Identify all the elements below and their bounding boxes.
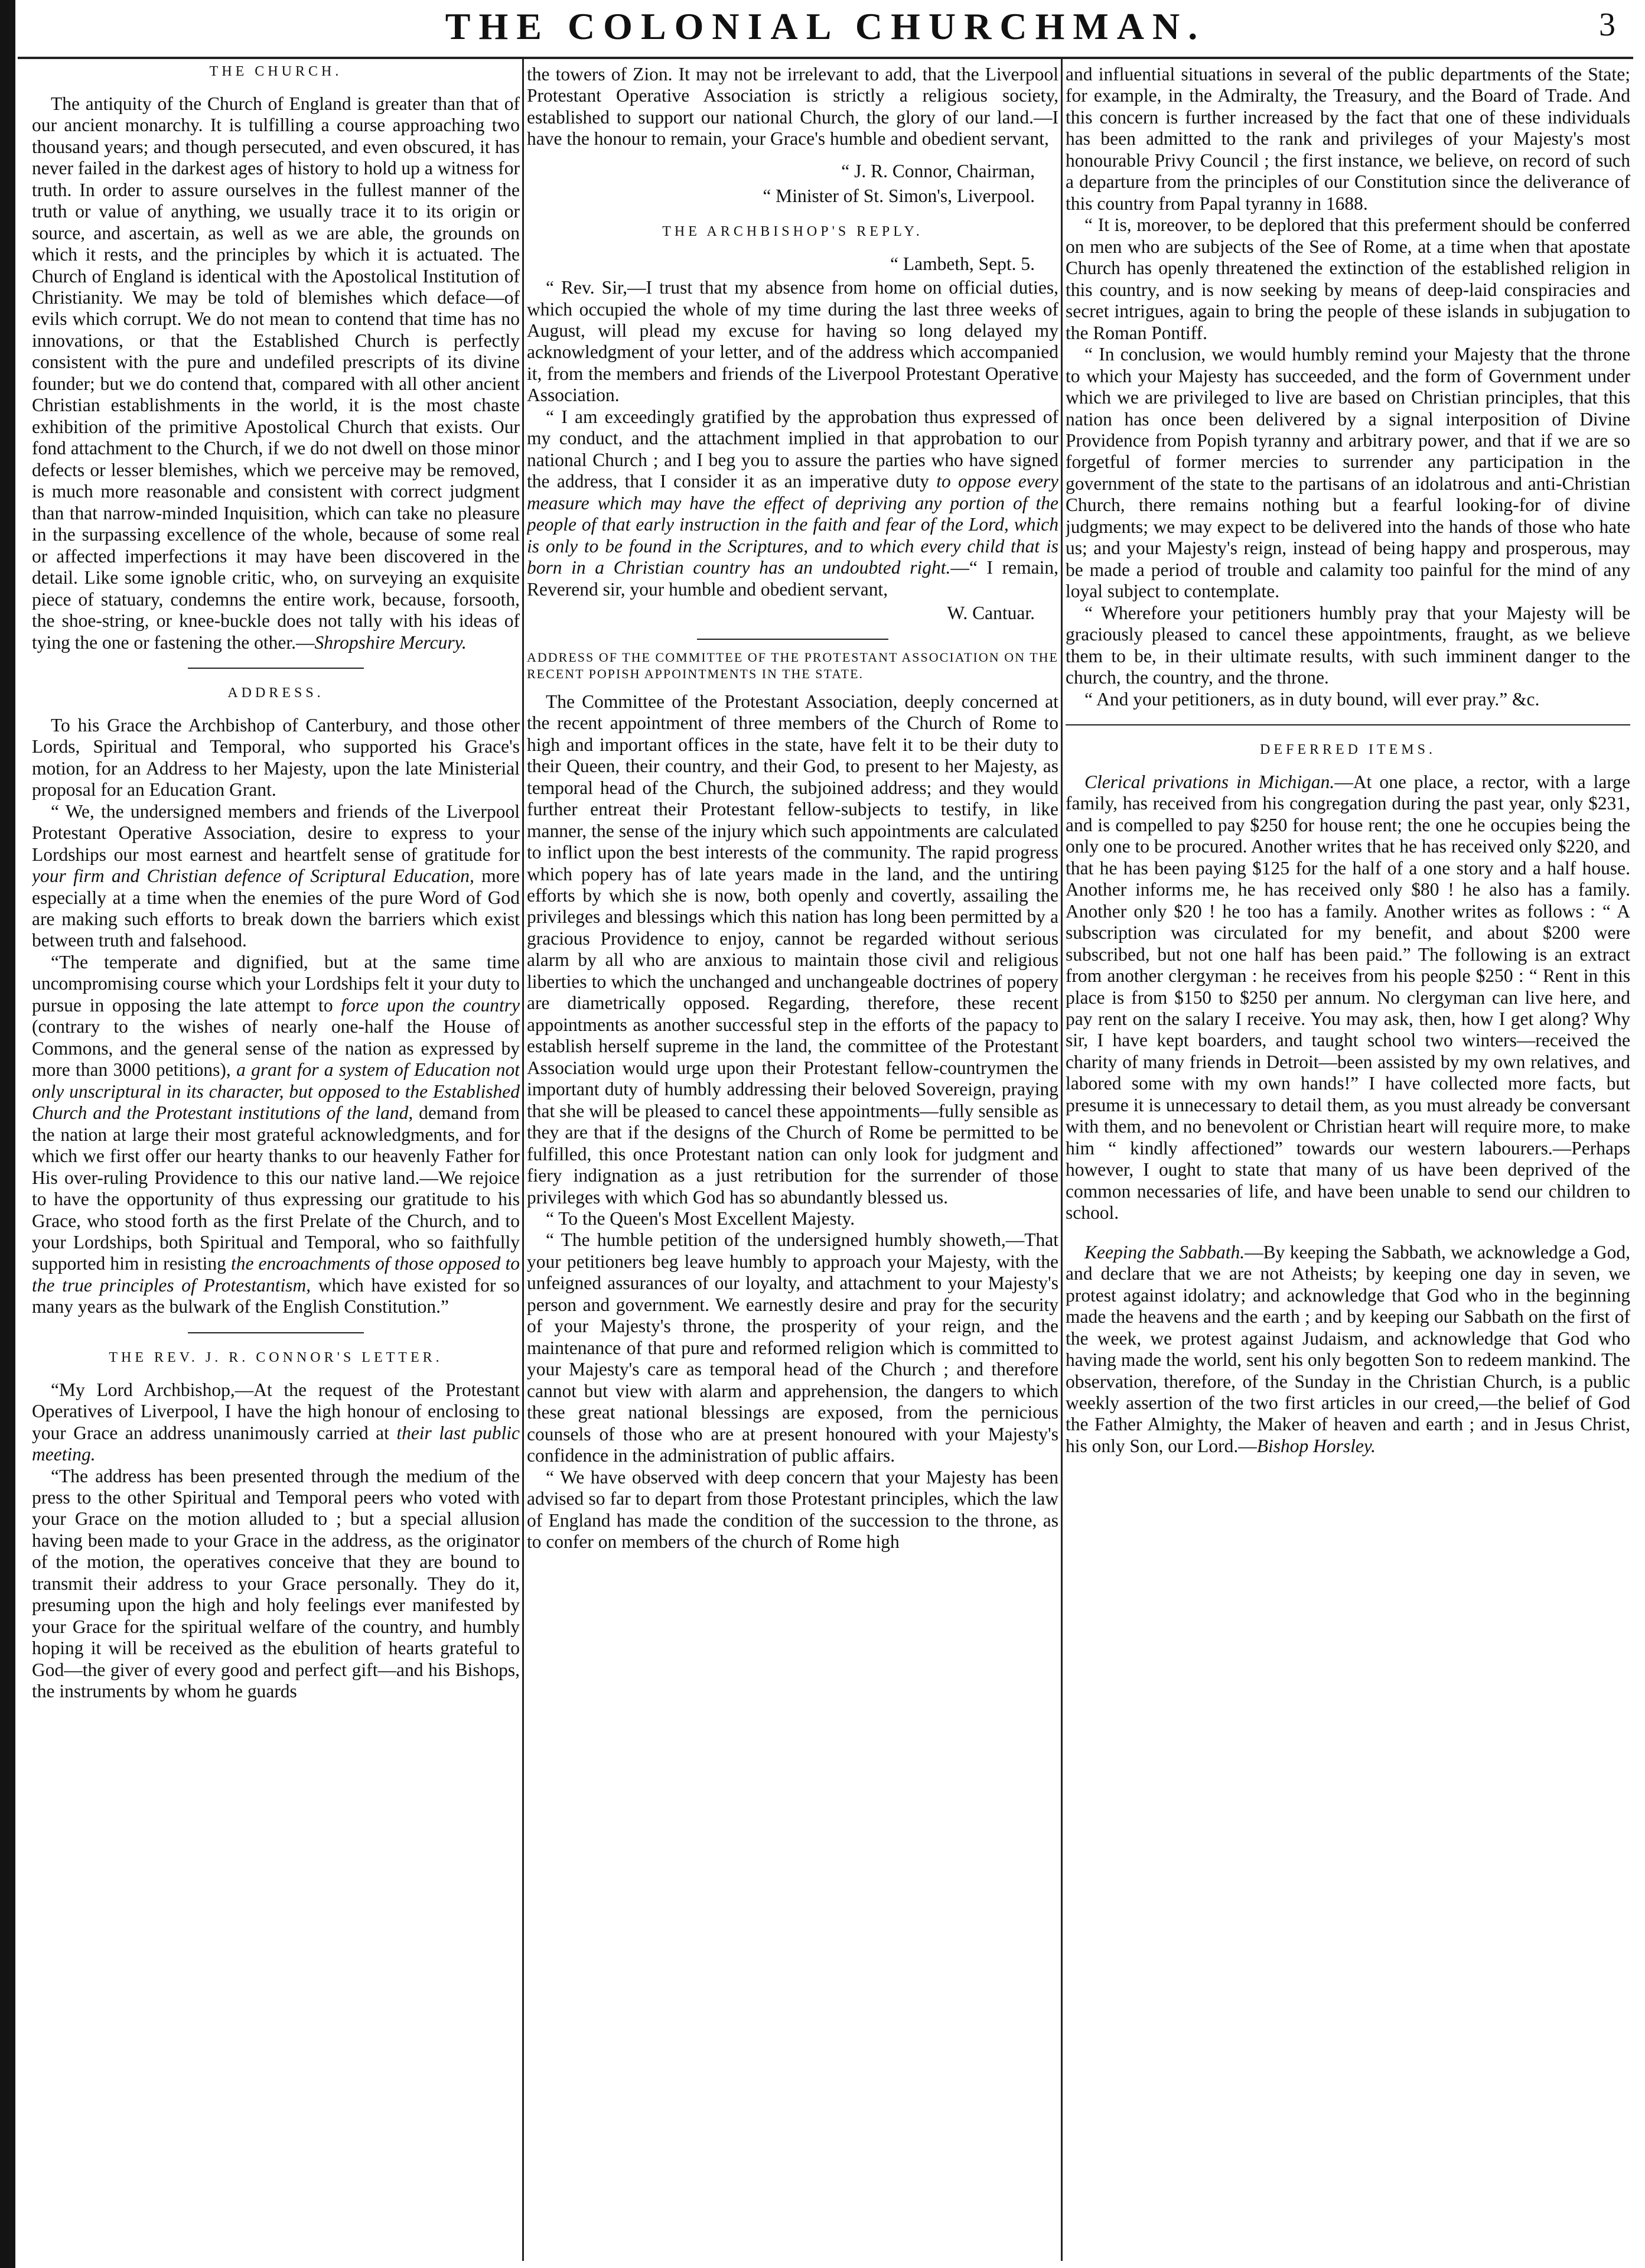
emphasis-text: your firm and Christian defence of Scriptural Education, <box>32 865 474 887</box>
article-paragraph <box>527 406 1058 600</box>
emphasis-text: their last public meeting. <box>32 1422 520 1465</box>
section-divider <box>188 668 363 669</box>
source-citation: Bishop Horsley. <box>1256 1435 1376 1456</box>
article-text: which have existed for so many years as the bulwark of the English Constitution.” <box>32 1274 520 1317</box>
section-heading-address: ADDRESS. <box>227 685 324 701</box>
article-paragraph: “ We have observed with deep concern that your Majesty has been advised so far to depart from those Protestant principles, which the law of England has made the condition of the succession to the throne, as to confer on members of the church of Rome high <box>527 1466 1058 1553</box>
source-citation: Shropshire Mercury. <box>314 632 467 653</box>
article-paragraph: “ The humble petition of the undersigned humbly showeth,—That your petitioners beg leave humbly to approach your Majesty, with the unfeigned assurances of our loyalty, and attachment to your Majesty's person and government. We earnestly desire and pray for the security of your Majesty's throne, the prosperity of your reign, and the maintenance of that pure and reformed religion which is committed to your Majesty's care as temporal head of the Church ; and therefore cannot but view with alarm and apprehension, the dangers to which these great national blessings are exposed, from the pernicious counsels of those who are at present honoured with your Majesty's confidence in the administration of public affairs. <box>527 1229 1058 1466</box>
emphasis-text: the encroachments of those opposed to the true principles of Protestantism, <box>32 1253 520 1296</box>
article-paragraph <box>32 93 520 653</box>
article-paragraph <box>32 1379 520 1466</box>
article-paragraph: “ Wherefore your petitioners humbly pray that your Majesty will be graciously pleased to cancel these appointments, fraught, as we believe them to be, in their ultimate results, with such imminent danger to the church, the country, and the throne. <box>1066 602 1630 688</box>
section-heading-deferred-items: DEFERRED ITEMS. <box>1259 742 1436 758</box>
section-heading-archbishop-reply: THE ARCHBISHOP'S REPLY. <box>662 223 923 239</box>
spacer <box>1066 1224 1630 1242</box>
signature-name: W. Cantuar. <box>947 603 1035 624</box>
article-text: The antiquity of the Church of England is greater than that of our ancient monarchy. It is tulfilling a course approaching two thousand years; and though persecuted, and even obscured, it has never failed in the darkest ages of history to hold up a witness for truth. In order to assure ourselves in the fullest manner of the truth or value of anything, we usually trace it to its origin or source, and ascertain, as well as we are able, the grounds on which it rests, and the principles by which it is actuated. The Church of England is identical with the Apostolical Institution of Christianity. We may be told of blemishes which deface—of evils which corrupt. We do not mean to contend that time has no innovations, or that the Established Church is perfectly consistent with the pure and undefiled prescripts of its divine founder; but we do contend that, compared with all other ancient Christian establishments in the world, it is the most chaste exhibition of the primitive Apostolical Church that exists. Our fond attachment to the Church, if we do not dwell on those minor defects or lesser blemishes, which we perceive may be removed, is much more reasonable and consistent with correct judgment than that narrow-minded Inquisition, which can take no pleasure in the surpassing excellence of the whole, because of some real or affected imperfections it may have been discovered in the detail. Like some ignoble critic, who, on surveying an exquisite piece of statuary, condemns the entire work, because, forsooth, the shoe-string, or knee-buckle does not tally with his ideas of tying the one or fastening the other.— <box>32 93 520 653</box>
article-text: demand from the nation at large their most grateful acknowledgments, and for which we first offer our hearty thanks to our heavenly Father for His over-ruling Providence to this our native land.—We rejoice to have the opportunity of thus expressing our gratitude to his Grace, who stood forth as the first Prelate of the Church, and to your Lordships, both Spiritual and Temporal, who so faithfully supported him in resisting <box>32 1102 520 1274</box>
address-intro: To his Grace the Archbishop of Canterbury, and those other Lords, Spiritual and Temporal, who supported his Grace's motion, for an Address to her Majesty, upon the late Ministerial proposal for an Education Grant. <box>32 714 520 801</box>
article-text: “ We, the undersigned members and friends of the Liverpool Protestant Operative Association, desire to express to your Lordships our most earnest and heartfelt sense of gratitude for <box>32 801 520 865</box>
signature-name: “ J. R. Connor, Chairman, <box>841 160 1035 181</box>
article-text: —At one place, a rector, with a large family, has received from his congregation during the past year, only $231, and is compelled to pay $250 for house rent; the one he occupies being the only one to be procured. Another writes that he has received only $220, and that he has been paying $125 for the half of a one story and a half house. Another informs me, he has received only $80 ! he also has a family. Another only $20 ! he too has a family. Another writes as follows : “ A subscription was circulated for my benefit, and about $200 were subscribed, but not one half has been paid.” The following is an extract from another clergyman : he receives from his people $250 : “ Rent in this place is from $150 to $250 per annum. No clergyman can live here, and pay rent on the salary I receive. You may ask, then, how I get along? Why sir, I have kept boarders, and taught school two winters—received the charity of many friends in Detroit—been assisted by my own relatives, and labored some with my own hands!” I have collected more facts, but presume it is unnecessary to detail them, as you must already be conversant with them, and no benevolent or Christian heart will require more, to make him “ kindly affectioned” towards our western labourers.—Perhaps however, I ought to state that many of us have been deprived of the common necessaries of life, and have been unable to send our children to school. <box>1066 771 1630 1224</box>
article-paragraph <box>32 952 520 1318</box>
article-text: (contrary to the wishes of nearly one-half the House of Commons, and the general sense of the nation as expressed by more than 3000 petitions), <box>32 1016 520 1081</box>
dateline: “ Lambeth, Sept. 5. <box>890 253 1035 274</box>
newspaper-title: THE COLONIAL CHURCHMAN. <box>445 5 1206 47</box>
article-paragraph: the towers of Zion. It may not be irrelevant to add, that the Liverpool Protestant Operative Association is strictly a religious society, established to support our national Church, the glory of our land.—I have the honour to remain, your Grace's humble and obedient servant, <box>527 64 1058 149</box>
masthead <box>18 4 1633 59</box>
article-paragraph <box>1066 772 1630 1224</box>
article-paragraph <box>1066 1242 1630 1457</box>
article-paragraph: The Committee of the Protestant Association, deeply concerned at the recent appointment of three members of the Church of Rome to high and important offices in the state, have felt it to be their duty to their Queen, their country, and their God, to present to her Majesty, as temporal head of the Church, the subjoined address; and they would further entreat their Protestant fellow-subjects to testify, in like manner, the sense of the injury which such appointments are calculated to inflict upon the best interests of the community. The rapid progress which popery has of late years made in the land, and the untiring efforts by which she is now, both openly and covertly, assailing the privileges and blessings which this nation has long been permitted by a gracious Providence to enjoy, cannot be regarded without serious alarm by all who are anxious to maintain those civil and religious liberties to which the unchanged and unchangeable doctrines of popery are diametrically opposed. Regarding, therefore, these recent appointments as another successful step in the efforts of the papacy to establish herself supreme in the land, the committee of the Protestant Association would urge upon their Protestant fellow-countrymen the important duty of humbly addressing their beloved Sovereign, praying that she will be pleased to cancel these appointments—fully sensible as they are that if the designs of the Church of Rome be permitted to be fulfilled, this once Protestant nation can only look for judgment and fiery indignation as a just retribution for the surrender of those privileges with which God has so abundantly blessed us. <box>527 691 1058 1208</box>
column-2 <box>527 64 1058 2256</box>
article-text: “My Lord Archbishop,—At the request of the Protestant Operatives of Liverpool, I have the high honour of enclosing to your Grace an address unanimously carried at <box>32 1379 520 1443</box>
item-title: Clerical privations in Michigan. <box>1084 771 1335 792</box>
column-rule <box>1061 59 1063 2261</box>
section-heading-committee-address: ADDRESS OF THE COMMITTEE OF THE PROTESTANT ASSOCIATION ON THE RECENT POPISH APPOINTMENTS IN THE STATE. <box>527 649 1058 682</box>
article-text: —“ I remain, Reverend sir, your humble and obedient servant, <box>527 557 1058 600</box>
article-paragraph: “The address has been presented through the medium of the press to the other Spiritual and Temporal peers who voted with your Grace on the motion alluded to ; but a special allusion having been made to your Grace in the address, as the originator of the motion, the operatives conceive that they are bound to transmit their address to your Grace personally. They do it, presuming upon the high and holy feelings ever manifested by your Grace for the spiritual welfare of the country, and humbly hoping it will be received as the ebulition of hearts grateful to God—the giver of every good and perfect gift—and his Bishops, the instruments by whom he guards <box>32 1465 520 1702</box>
emphasis-text: a grant for a system of Education not only unscriptural in its character, but opposed to the Established Church and the Protestant institutions of the land, <box>32 1059 520 1124</box>
section-divider <box>188 1332 363 1333</box>
emphasis-text: force upon the country <box>341 994 520 1016</box>
column-3 <box>1066 64 1630 2256</box>
article-paragraph: and influential situations in several of the public departments of the State; for example, in the Admiralty, the Treasury, and the Board of Trade. And this concern is further increased by the fact that one of these individuals has been admitted to the rank and privileges of your Majesty's most honourable Privy Council ; the first instance, we believe, on record of such a departure from the principles of our Constitution since the deliverance of this country from Papal tyranny in 1688. <box>1066 64 1630 214</box>
article-paragraph: “ And your petitioners, as in duty bound, will ever pray.” &c. <box>1084 688 1540 710</box>
article-paragraph: “ In conclusion, we would humbly remind your Majesty that the throne to which your Majesty has succeeded, and the form of Government under which we are privileged to live are based on Christian principles, that this nation has once been delivered by a signal interposition of Divine Providence from Popish tyranny and arbitrary power, and that if we are so forgetful of former mercies to surrender any participation in the government of the state to the partisans of an idolatrous and anti-Christian Church, there remains nothing but a fearful looking-for of divine judgments; we may expect to be delivered into the hands of those who hate us; and your Majesty's reign, instead of being happy and prosperous, may be made a period of trouble and calamity too painful for the mind of any loyal subject to contemplate. <box>1066 344 1630 602</box>
emphasis-text: to oppose every measure which may have the effect of depriving any portion of the people of that early instruction in the faith and fear of the Lord, which is only to be found in the Scriptures, and to which every child that is born in a Christian country has an undoubted right. <box>527 471 1058 578</box>
article-paragraph: “ It is, moreover, to be deplored that this preferment should be conferred on men who are subjects of the See of Rome, at a time when that apostate Church has openly threatened the extinction of the established religion in this country, and is now seeking by means of deep-laid conspiracies and secret intrigues, again to bring the people of these islands in subjugation to the Roman Pontiff. <box>1066 214 1630 343</box>
page-number: 3 <box>1599 6 1615 43</box>
salutation: “ To the Queen's Most Excellent Majesty. <box>546 1208 855 1229</box>
article-text: “ I am exceedingly gratified by the approbation thus expressed of my conduct, and the attachment implied in that approbation to our national Church ; and I beg you to assure the parties who have signed the address, that I consider it as an imperative duty <box>527 406 1058 492</box>
column-rule <box>522 59 524 2261</box>
section-divider <box>697 639 888 640</box>
section-heading-connor-letter: THE REV. J. R. CONNOR'S LETTER. <box>109 1349 443 1365</box>
section-heading-church: THE CHURCH. <box>209 64 343 79</box>
article-text: “The temperate and dignified, but at the same time uncompromising course which your Lordships felt it your duty to pursue in opposing the late attempt to <box>32 951 520 1016</box>
binding-edge <box>0 0 15 2268</box>
signature-title: “ Minister of St. Simon's, Liverpool. <box>763 186 1035 207</box>
item-title: Keeping the Sabbath. <box>1084 1241 1245 1262</box>
article-text: —By keeping the Sabbath, we acknowledge a God, and declare that we are not Atheists; by keeping one day in seven, we protest against idolatry; and acknowledge that God who in the beginning made the heavens and the earth ; and by keeping our Sabbath on the first of the week, we protest against Judaism, and acknowledge that God who having made the world, sent his only begotten Son to redeem mankind. The observation, therefore, of the Sunday in the Christian Church, is a public weekly assertion of the two first articles in our creed,—the belief of God the Father Almighty, the Maker of heaven and earth ; and in Jesus Christ, his only Son, our Lord.— <box>1066 1241 1630 1456</box>
column-1 <box>32 64 520 2256</box>
article-paragraph: “ Rev. Sir,—I trust that my absence from home on official duties, which occupied the whole of my time during the last three weeks of August, will plead my excuse for having so long delayed my acknowledgment of your letter, and of the address which accompanied it, from the members and friends of the Liverpool Protestant Operative Association. <box>527 277 1058 406</box>
section-divider <box>1066 724 1630 725</box>
article-text: more especially at a time when the enemies of the pure Word of God are making such efforts to break down the barriers which exist between truth and falsehood. <box>32 865 520 951</box>
article-paragraph <box>32 801 520 952</box>
